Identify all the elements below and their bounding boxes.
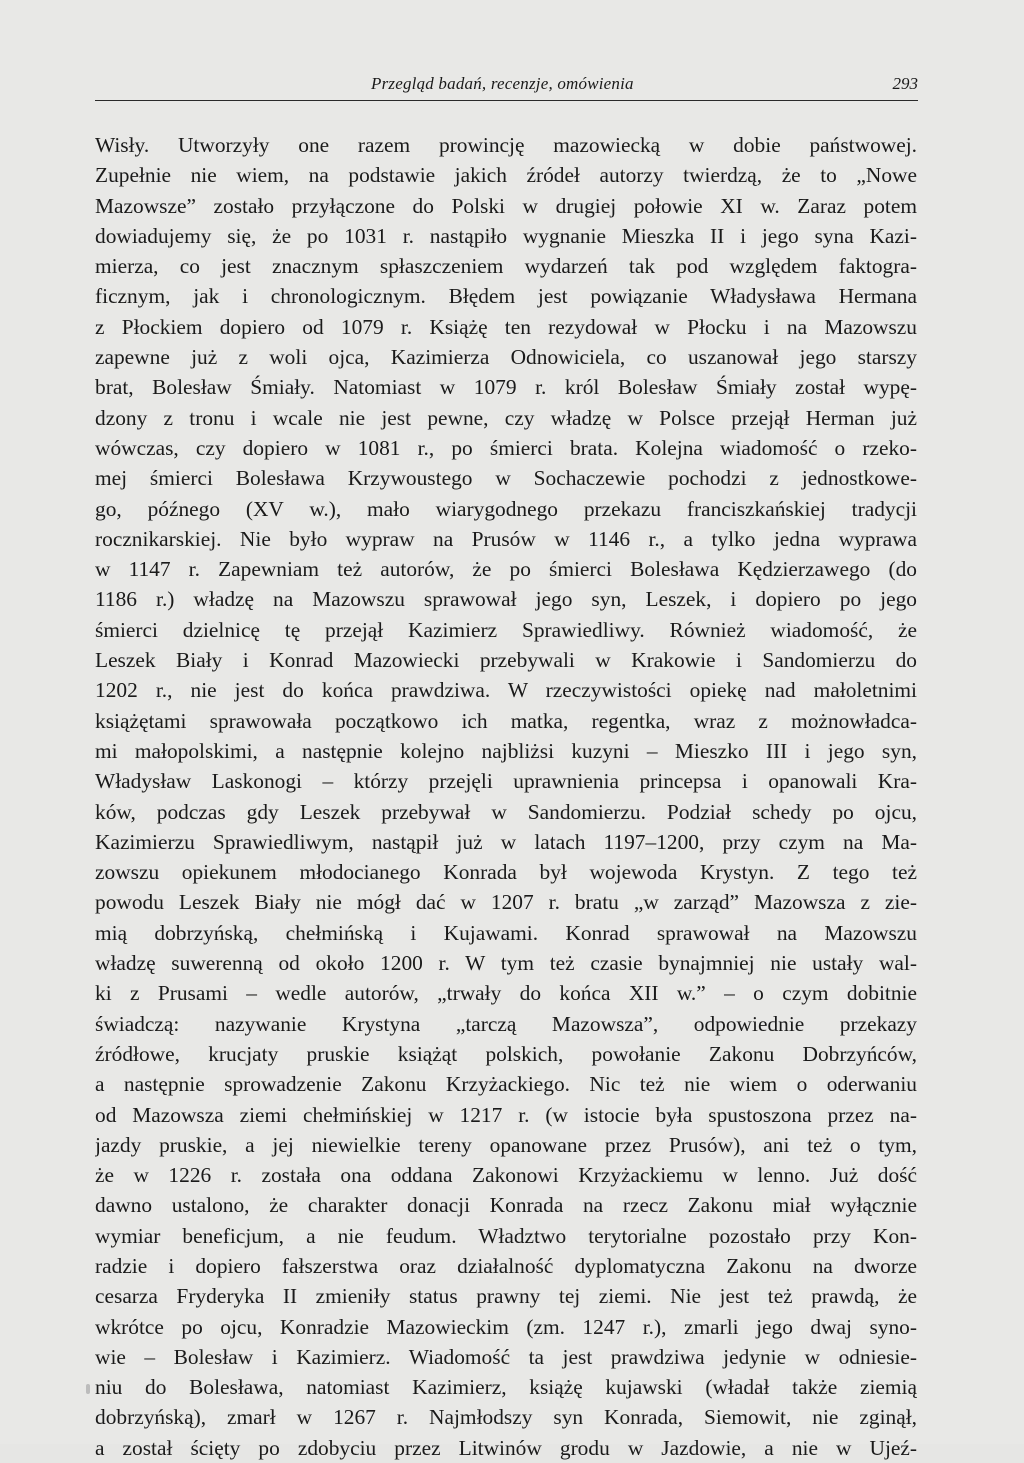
text-line: mi małopolskimi, a następnie kolejno najbliżsi kuzyni – Mieszko III i jego syn, (95, 738, 917, 763)
text-line: zowszu opiekunem młodocianego Konrada był wojewoda Krystyn. Z tego też (95, 860, 917, 885)
text-line: Kazimierzu Sprawiedliwym, nastąpił już w latach 1197–1200, przy czym na Ma- (95, 829, 917, 854)
page-smudge (86, 1384, 90, 1394)
text-line: Władysław Laskonogi – którzy przejęli uprawnienia princepsa i opanowali Kra- (95, 769, 917, 794)
text-line: Wisły. Utworzyły one razem prowincję mazowiecką w dobie państwowej. (95, 133, 917, 157)
text-line: dowiadujemy się, że po 1031 r. nastąpiło wygnanie Mieszka II i jego syna Kazi- (95, 223, 917, 248)
text-line: wówczas, czy dopiero w 1081 r., po śmierci brata. Kolejna wiadomość o rzeko- (95, 435, 917, 460)
text-line: ficznym, jak i chronologicznym. Błędem jest powiązanie Władysława Hermana (95, 284, 917, 309)
running-header-title: Przegląd badań, recenzje, omówienia (371, 74, 634, 93)
text-line: od Mazowsza ziemi chełmińskiej w 1217 r. (w istocie była spustoszona przez na- (95, 1102, 917, 1127)
text-line: wymiar beneficjum, a nie feudum. Władztwo terytorialne pozostało przy Kon- (95, 1223, 917, 1248)
page-number: 293 (892, 74, 918, 93)
text-line: śmierci dzielnicę tę przejął Kazimierz Sprawiedliwy. Również wiadomość, że (95, 617, 917, 642)
text-line: źródłowe, krucjaty pruskie książąt polskich, powołanie Zakonu Dobrzyńców, (95, 1041, 917, 1066)
text-line: a został ścięty po zdobyciu przez Litwinów grodu w Jazdowie, a nie w Ujeź- (95, 1435, 917, 1460)
text-line: powodu Leszek Biały nie mógł dać w 1207 r. bratu „w zarząd” Mazowsza z zie- (95, 890, 917, 915)
text-line: Zupełnie nie wiem, na podstawie jakich źródeł autorzy twierdzą, że to „Nowe (95, 163, 917, 188)
text-line: ków, podczas gdy Leszek przebywał w Sandomierzu. Podział schedy po ojcu, (95, 799, 917, 824)
text-line: Leszek Biały i Konrad Mazowiecki przebywali w Krakowie i Sandomierzu do (95, 648, 917, 673)
text-line: świadczą: nazywanie Krystyna „tarczą Mazowsza”, odpowiednie przekazy (95, 1011, 917, 1036)
text-line: a następnie sprowadzenie Zakonu Krzyżackiego. Nic też nie wiem o oderwaniu (95, 1072, 917, 1097)
text-line: cesarza Fryderyka II zmieniły status prawny tej ziemi. Nie jest też prawdą, że (95, 1284, 917, 1309)
text-line: 1202 r., nie jest do końca prawdziwa. W rzeczywistości opiekę nad małoletnimi (95, 678, 917, 703)
text-line: w 1147 r. Zapewniam też autorów, że po śmierci Bolesława Kędzierzawego (do (95, 557, 917, 582)
text-line: dawno ustalono, że charakter donacji Konrada na rzecz Zakonu miał wyłącznie (95, 1193, 917, 1218)
text-line: książętami sprawowała początkowo ich matka, regentka, wraz z możnowładca- (95, 708, 917, 733)
text-line: radzie i dopiero fałszerstwa oraz działalność dyplomatyczna Zakonu na dworze (95, 1253, 917, 1278)
text-line: z Płockiem dopiero od 1079 r. Książę ten rezydował w Płocku i na Mazowszu (95, 314, 917, 339)
text-line: rocznikarskiej. Nie było wypraw na Prusów w 1146 r., a tylko jedna wyprawa (95, 526, 917, 551)
text-line: dobrzyńską), zmarł w 1267 r. Najmłodszy syn Konrada, Siemowit, nie zginął, (95, 1405, 917, 1430)
text-line: jazdy pruskie, a jej niewielkie tereny opanowane przez Prusów), ani też o tym, (95, 1132, 917, 1157)
text-line: mierza, co jest znacznym spłaszczeniem wydarzeń tak pod względem faktogra- (95, 254, 917, 279)
text-line: że w 1226 r. została ona oddana Zakonowi Krzyżackiemu w lenno. Już dość (95, 1163, 917, 1188)
text-line: dzony z tronu i wcale nie jest pewne, czy władzę w Polsce przejął Herman już (95, 405, 917, 430)
text-line: mej śmierci Bolesława Krzywoustego w Sochaczewie pochodzi z jednostkowe- (95, 466, 917, 491)
text-line: mią dobrzyńską, chełmińską i Kujawami. Konrad sprawował na Mazowszu (95, 920, 917, 945)
body-text (95, 130, 917, 1463)
text-line: 1186 r.) władzę na Mazowszu sprawował jego syn, Leszek, i dopiero po jego (95, 587, 917, 612)
text-line: niu do Bolesława, natomiast Kazimierz, książę kujawski (władał także ziemią (95, 1375, 917, 1400)
text-line: Mazowsze” zostało przyłączone do Polski w drugiej połowie XI w. Zaraz potem (95, 193, 917, 218)
running-header (95, 70, 918, 101)
text-line: wie – Bolesław i Kazimierz. Wiadomość ta jest prawdziwa jedynie w odniesie- (95, 1344, 917, 1369)
text-line: ki z Prusami – wedle autorów, „trwały do końca XII w.” – o czym dobitnie (95, 981, 917, 1006)
text-line: go, późnego (XV w.), mało wiarygodnego przekazu franciszkańskiej tradycji (95, 496, 917, 521)
text-line: brat, Bolesław Śmiały. Natomiast w 1079 r. król Bolesław Śmiały został wypę- (95, 375, 917, 400)
text-line: władzę suwerenną od około 1200 r. W tym też czasie bynajmniej nie ustały wal- (95, 951, 917, 976)
text-line: zapewne już z woli ojca, Kazimierza Odnowiciela, co uszanował jego starszy (95, 345, 917, 370)
text-line: wkrótce po ojcu, Konradzie Mazowieckim (zm. 1247 r.), zmarli jego dwaj syno- (95, 1314, 917, 1339)
